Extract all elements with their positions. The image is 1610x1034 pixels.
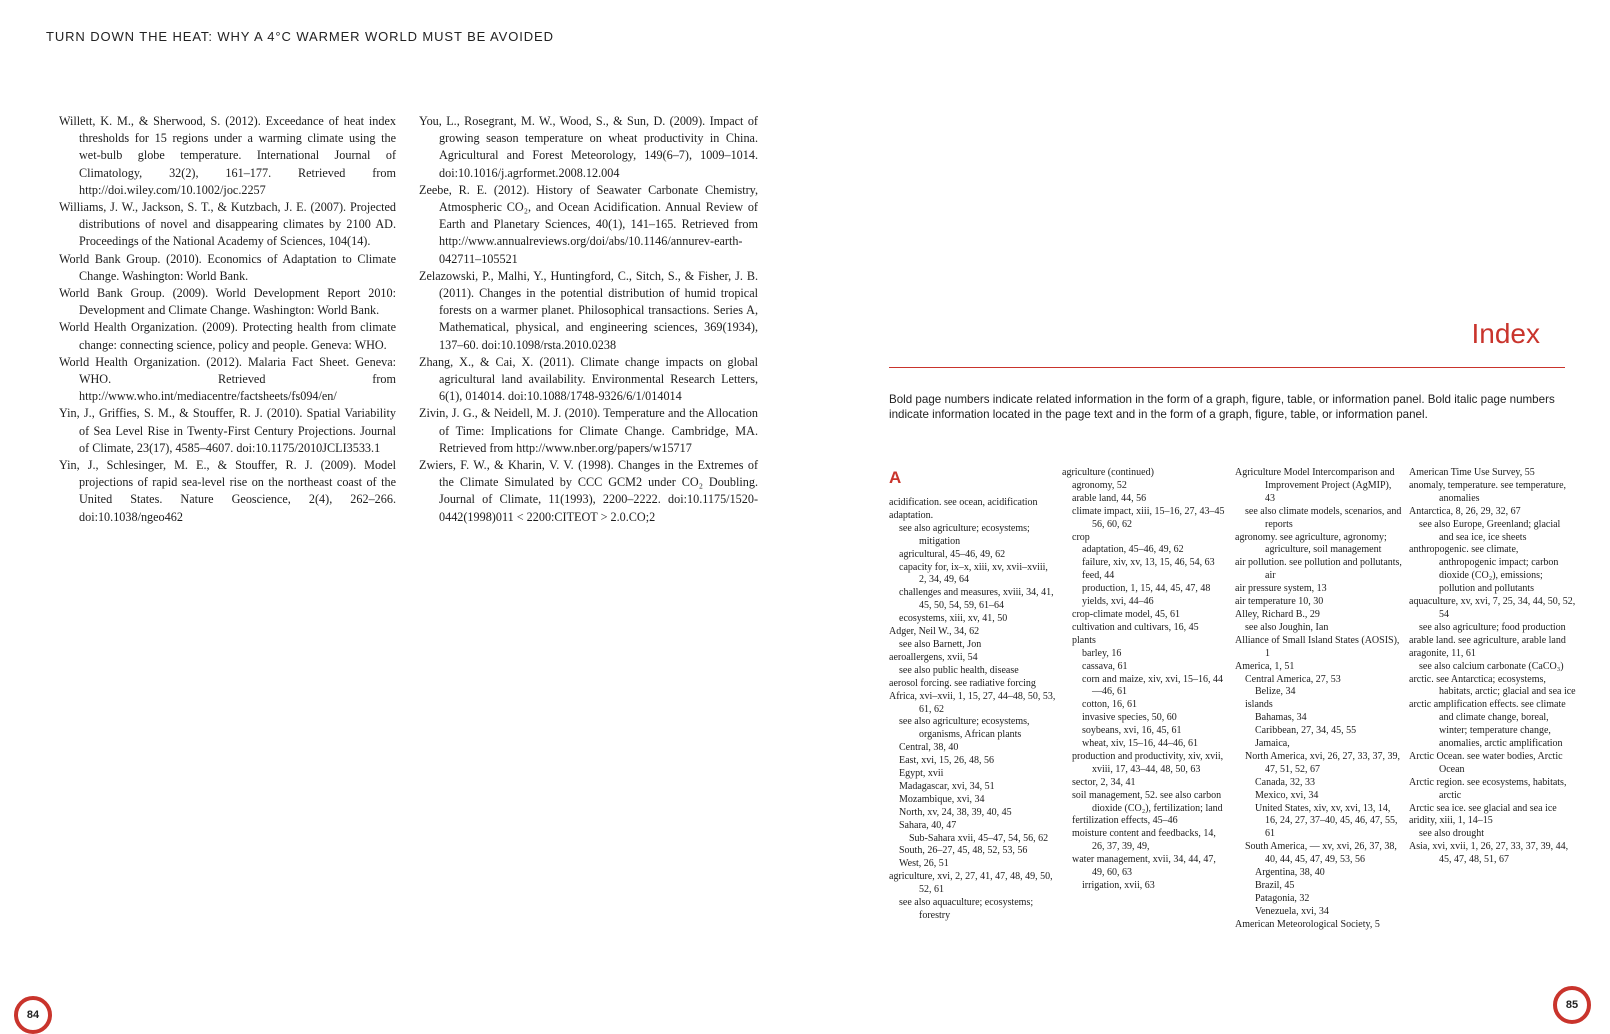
index-entry: climate impact, xiii, 15–16, 27, 43–45 56, 60, 62 [1072, 505, 1225, 530]
index-entry: feed, 44 [1082, 570, 1115, 582]
index-entry: Venezuela, xvi, 34 [1255, 905, 1329, 917]
right-page [800, 0, 1610, 1031]
index-entry: adaptation, 45–46, 49, 62 [1082, 544, 1184, 556]
index-entry: challenges and measures, xviii, 34, 41, 45, 50, 54, 59, 61–64 [899, 587, 1054, 612]
index-entry: ecosystems, xiii, xv, 41, 50 [899, 613, 1008, 625]
index-entry: arable land. see agriculture, arable land [1409, 634, 1566, 646]
page-number-right: 85 [1553, 986, 1591, 1024]
index-entry: acidification. see ocean, acidification [889, 497, 1038, 508]
index-entry: capacity for, ix–x, xiii, xv, xvii–xviii, 2, 34, 49, 64 [899, 561, 1048, 586]
index-entry: agronomy. see agriculture, agronomy; agriculture, soil management [1235, 531, 1387, 556]
index-entry: barley, 16 [1082, 647, 1122, 659]
index-entry: production, 1, 15, 44, 45, 47, 48 [1082, 583, 1211, 595]
index-entry: Asia, xvi, xvii, 1, 26, 27, 33, 37, 39, 44, 45, 47, 48, 51, 67 [1409, 841, 1569, 866]
index-entry: see also drought [1419, 828, 1484, 840]
reference-entry: You, L., Rosegrant, M. W., Wood, S., & Sun, D. (2009). Impact of growing season temperature on wheat productivity in China. Agricultural and Forest Meteorology, 149(6–7), 1009–1014. doi:10.1016/j.agrformet.2008.12.004 [419, 114, 758, 180]
index-entry: Egypt, xvii [899, 768, 944, 780]
reference-entry: Zivin, J. G., & Neidell, M. J. (2010). Temperature and the Allocation of Time: Implications for Climate Change. Cambridge, MA. Retrieved from http://www.nber.org/papers/w15717 [419, 406, 758, 455]
index-entry: agriculture, xvi, 2, 27, 41, 47, 48, 49, 50, 52, 61 [889, 871, 1053, 896]
index-entry: American Time Use Survey, 55 [1409, 467, 1535, 478]
reference-entry: Willett, K. M., & Sherwood, S. (2012). Exceedance of heat index thresholds for 15 regions under a warming climate using the wet-bulb globe temperature. International Journal of Climatology, 32(2), 161–177. Retrieved from http://doi.wiley.com/10.1002/joc.2257 [59, 114, 396, 197]
index-column-2 [1062, 467, 1230, 893]
index-entries-1 [889, 497, 1057, 923]
index-entry: Central, 38, 40 [899, 742, 959, 754]
index-entry: irrigation, xvii, 63 [1082, 880, 1155, 891]
index-entry: Bahamas, 34 [1255, 712, 1307, 724]
reference-entry: World Health Organization. (2009). Protecting health from climate change: connecting science, policy and people. Geneva: WHO. [59, 320, 396, 352]
reference-entry: Zwiers, F. W., & Kharin, V. V. (1998). Changes in the Extremes of the Climate Simulated by CCC GCM2 under CO₂ Doubling. Journal of Climate, 11(1993), 2200–2222. doi:10.1175/1520-0442(1998)011 < 2200:CITEOT > 2.0.CO;2 [419, 458, 758, 524]
index-column-4 [1409, 467, 1577, 867]
index-entry: see also calcium carbonate (CaCO₃) [1419, 660, 1564, 672]
index-entry: Sub-Sahara xvii, 45–47, 54, 56, 62 [909, 832, 1049, 844]
index-entry: see also Europe, Greenland; glacial and sea ice, ice sheets [1419, 518, 1561, 543]
index-entry: North, xv, 24, 38, 39, 40, 45 [899, 806, 1012, 818]
index-entry: anthropogenic. see climate, anthropogenic impact; carbon dioxide (CO₂), emissions; pollution and pollutants [1409, 544, 1559, 595]
index-entry: Sahara, 40, 47 [899, 819, 957, 831]
index-entry: agricultural, 45–46, 49, 62 [899, 548, 1006, 560]
index-entry: production and productivity, xiv, xvii, xviii, 17, 43–44, 48, 50, 63 [1072, 750, 1224, 775]
index-entry: Antarctica, 8, 26, 29, 32, 67 [1409, 505, 1521, 517]
index-entry: air temperature 10, 30 [1235, 596, 1324, 608]
index-entry: Mexico, xvi, 34 [1255, 789, 1319, 801]
index-entry: fertilization effects, 45–46 [1072, 815, 1178, 827]
reference-entry: World Bank Group. (2009). World Development Report 2010: Development and Climate Change. Washington: World Bank. [59, 286, 396, 318]
index-entry: South, 26–27, 45, 48, 52, 53, 56 [899, 845, 1028, 857]
index-entry: see also public health, disease [899, 664, 1019, 676]
index-entry: soybeans, xvi, 16, 45, 61 [1082, 725, 1182, 737]
index-entry: aerosol forcing. see radiative forcing [889, 677, 1036, 689]
index-entry: North America, xvi, 26, 27, 33, 37, 39, 47, 51, 52, 67 [1245, 750, 1400, 775]
reference-entry: World Health Organization. (2012). Malaria Fact Sheet. Geneva: WHO. Retrieved from http://www.who.int/mediacentre/factsheets/fs094/en/ [59, 354, 396, 404]
index-entry: Africa, xvi–xvii, 1, 15, 27, 44–48, 50, 53, 61, 62 [889, 690, 1056, 715]
index-entry: cultivation and cultivars, 16, 45 [1072, 621, 1199, 633]
index-entry: Brazil, 45 [1255, 880, 1295, 891]
index-entry: aquaculture, xv, xvi, 7, 25, 34, 44, 50, 52, 54 [1409, 596, 1576, 620]
index-entry: Patagonia, 32 [1255, 892, 1310, 904]
index-entry: Argentina, 38, 40 [1255, 867, 1325, 879]
index-entry: Alliance of Small Island States (AOSIS), 1 [1235, 634, 1400, 659]
reference-entry: Yin, J., Schlesinger, M. E., & Stouffer, R. J. (2009). Model projections of rapid sea-level rise on the northeast coast of the United States. Nature Geoscience, 2(4), 262–266. doi:10.1038/ngeo462 [59, 458, 396, 524]
index-title: Index [1471, 318, 1540, 349]
index-entry: yields, xvi, 44–46 [1082, 596, 1154, 608]
references-column-2 [419, 113, 758, 526]
index-letter-heading: A [889, 468, 902, 487]
index-entry: Mozambique, xvi, 34 [899, 793, 985, 805]
index-entry: cassava, 61 [1082, 660, 1128, 672]
index-entry: see also aquaculture; ecosystems; forestry [899, 897, 1034, 921]
index-entry: crop [1072, 531, 1090, 543]
index-entry: Canada, 32, 33 [1255, 776, 1315, 788]
index-entry: arctic. see Antarctica; ecosystems, habitats, arctic; glacial and sea ice [1409, 673, 1576, 698]
index-entry: Belize, 34 [1255, 686, 1296, 698]
index-entry: Madagascar, xvi, 34, 51 [899, 780, 995, 792]
index-entry: failure, xiv, xv, 13, 15, 46, 54, 63 [1082, 557, 1215, 569]
reference-entry: Zhang, X., & Cai, X. (2011). Climate change impacts on global agricultural land availability. Environmental Research Letters, 6(1), 014014. doi:10.1088/1748-9326/6/1/014014 [419, 354, 758, 404]
index-entry: see also agriculture; food production [1419, 621, 1566, 633]
index-entry: air pressure system, 13 [1235, 583, 1327, 595]
page-number-left: 84 [14, 996, 52, 1034]
index-entry: East, xvi, 15, 26, 48, 56 [899, 755, 994, 767]
index-entry: America, 1, 51 [1235, 660, 1295, 672]
index-entry: corn and maize, xiv, xvi, 15–16, 44—46, 61 [1082, 673, 1223, 698]
index-entry: soil management, 52. see also carbon dioxide (CO₂), fertilization; land [1072, 789, 1223, 814]
index-entry: South America, — xv, xvi, 26, 37, 38, 40, 44, 45, 47, 49, 53, 56 [1245, 841, 1397, 866]
index-entry: islands [1245, 699, 1273, 711]
index-entry: arable land, 44, 56 [1072, 492, 1147, 504]
reference-entry: Zeebe, R. E. (2012). History of Seawater Carbonate Chemistry, Atmospheric CO₂, and Ocean Acidification. Annual Review of Earth and Planetary Sciences, 40(1), 141–165. Retrieved from http://www.annualreviews.org/doi/abs/10.1146/annurev-earth-042711–105521 [419, 182, 758, 266]
index-entry: see also climate models, scenarios, and reports [1245, 505, 1402, 530]
index-entry: Arctic Ocean. see water bodies, Arctic Ocean [1409, 750, 1563, 775]
reference-entry: Zelazowski, P., Malhi, Y., Huntingford, C., Sitch, S., & Fisher, J. B. (2011). Changes in the potential distribution of humid tropical forests on a warmer planet. Philosophical transactions. Series A, Mathematical, physical, and engineering sciences, 369(1934), 137–60. doi:10.1098/rsta.2010.0238 [419, 268, 758, 352]
index-column-1 [889, 467, 1057, 923]
index-entry: aridity, xiii, 1, 14–15 [1409, 815, 1493, 827]
index-entry: see also Barnett, Jon [899, 638, 982, 650]
index-entry: American Meteorological Society, 5 [1235, 918, 1380, 930]
index-entry: cotton, 16, 61 [1082, 699, 1137, 711]
index-entry: arctic amplification effects. see climate and climate change, boreal, winter; temperature change, anomalies, arctic amplification [1409, 699, 1566, 750]
index-entry: United States, xiv, xv, xvi, 13, 14, 16, 24, 27, 37–40, 45, 46, 47, 55, 61 [1255, 802, 1398, 840]
index-entry: aragonite, 11, 61 [1409, 647, 1476, 659]
reference-entry: World Bank Group. (2010). Economics of Adaptation to Climate Change. Washington: World Bank. [59, 251, 396, 283]
index-entry: sector, 2, 34, 41 [1072, 776, 1136, 788]
index-divider [889, 367, 1565, 368]
index-entry: Arctic region. see ecosystems, habitats, arctic [1409, 776, 1567, 801]
index-entry: water management, xvii, 34, 44, 47, 49, 60, 63 [1072, 854, 1216, 879]
index-entry: see also agriculture; ecosystems; mitigation [899, 522, 1030, 547]
index-entry: Central America, 27, 53 [1245, 673, 1341, 685]
index-entry: wheat, xiv, 15–16, 44–46, 61 [1082, 738, 1199, 750]
index-entry: Alley, Richard B., 29 [1235, 608, 1320, 620]
running-head: TURN DOWN THE HEAT: WHY A 4°C WARMER WORLD MUST BE AVOIDED [46, 29, 554, 44]
index-entry: Arctic sea ice. see glacial and sea ice [1409, 802, 1557, 814]
index-column-3 [1235, 467, 1403, 932]
index-entry: adaptation. [889, 509, 934, 521]
index-entry: moisture content and feedbacks, 14, 26, 37, 39, 49, [1072, 828, 1216, 853]
index-entry: Agriculture Model Intercomparison and Improvement Project (AgMIP), 43 [1235, 467, 1395, 504]
left-page [0, 0, 800, 1031]
index-entry: agriculture (continued) [1062, 467, 1154, 478]
reference-entry: Williams, J. W., Jackson, S. T., & Kutzbach, J. E. (2007). Projected distributions of novel and disappearing climates by 2100 AD. Proceedings of the National Academy of Sciences, 104(14). [59, 200, 396, 249]
index-entry: invasive species, 50, 60 [1082, 712, 1177, 724]
index-entry: West, 26, 51 [899, 858, 949, 870]
reference-entry: Yin, J., Griffies, S. M., & Stouffer, R. J. (2010). Spatial Variability of Sea Level Rise in Twenty-First Century Projections. Journal of Climate, 23(17), 4585–4607. doi:10.1175/2010JCLI3533.1 [59, 406, 396, 455]
index-entry: Jamaica, [1255, 738, 1290, 750]
index-note: Bold page numbers indicate related information in the form of a graph, figure, table, or information panel. Bold italic page numbers indicate information located in the page text and in the form of a graph, figure, table, or information panel. [889, 393, 1555, 421]
index-entry: agronomy, 52 [1072, 479, 1127, 491]
index-entry: see also Joughin, Ian [1245, 621, 1329, 633]
index-entry: air pollution. see pollution and pollutants, air [1235, 557, 1402, 582]
index-entry: anomaly, temperature. see temperature, anomalies [1409, 479, 1567, 504]
index-entry: plants [1072, 634, 1096, 646]
index-entry: crop-climate model, 45, 61 [1072, 608, 1181, 620]
index-entry: see also agriculture; ecosystems, organisms, African plants [899, 716, 1030, 741]
index-entry: Adger, Neil W., 34, 62 [889, 626, 980, 638]
index-entry: Caribbean, 27, 34, 45, 55 [1255, 725, 1357, 737]
references-column-1 [59, 113, 396, 526]
index-entry: aeroallergens, xvii, 54 [889, 651, 978, 663]
